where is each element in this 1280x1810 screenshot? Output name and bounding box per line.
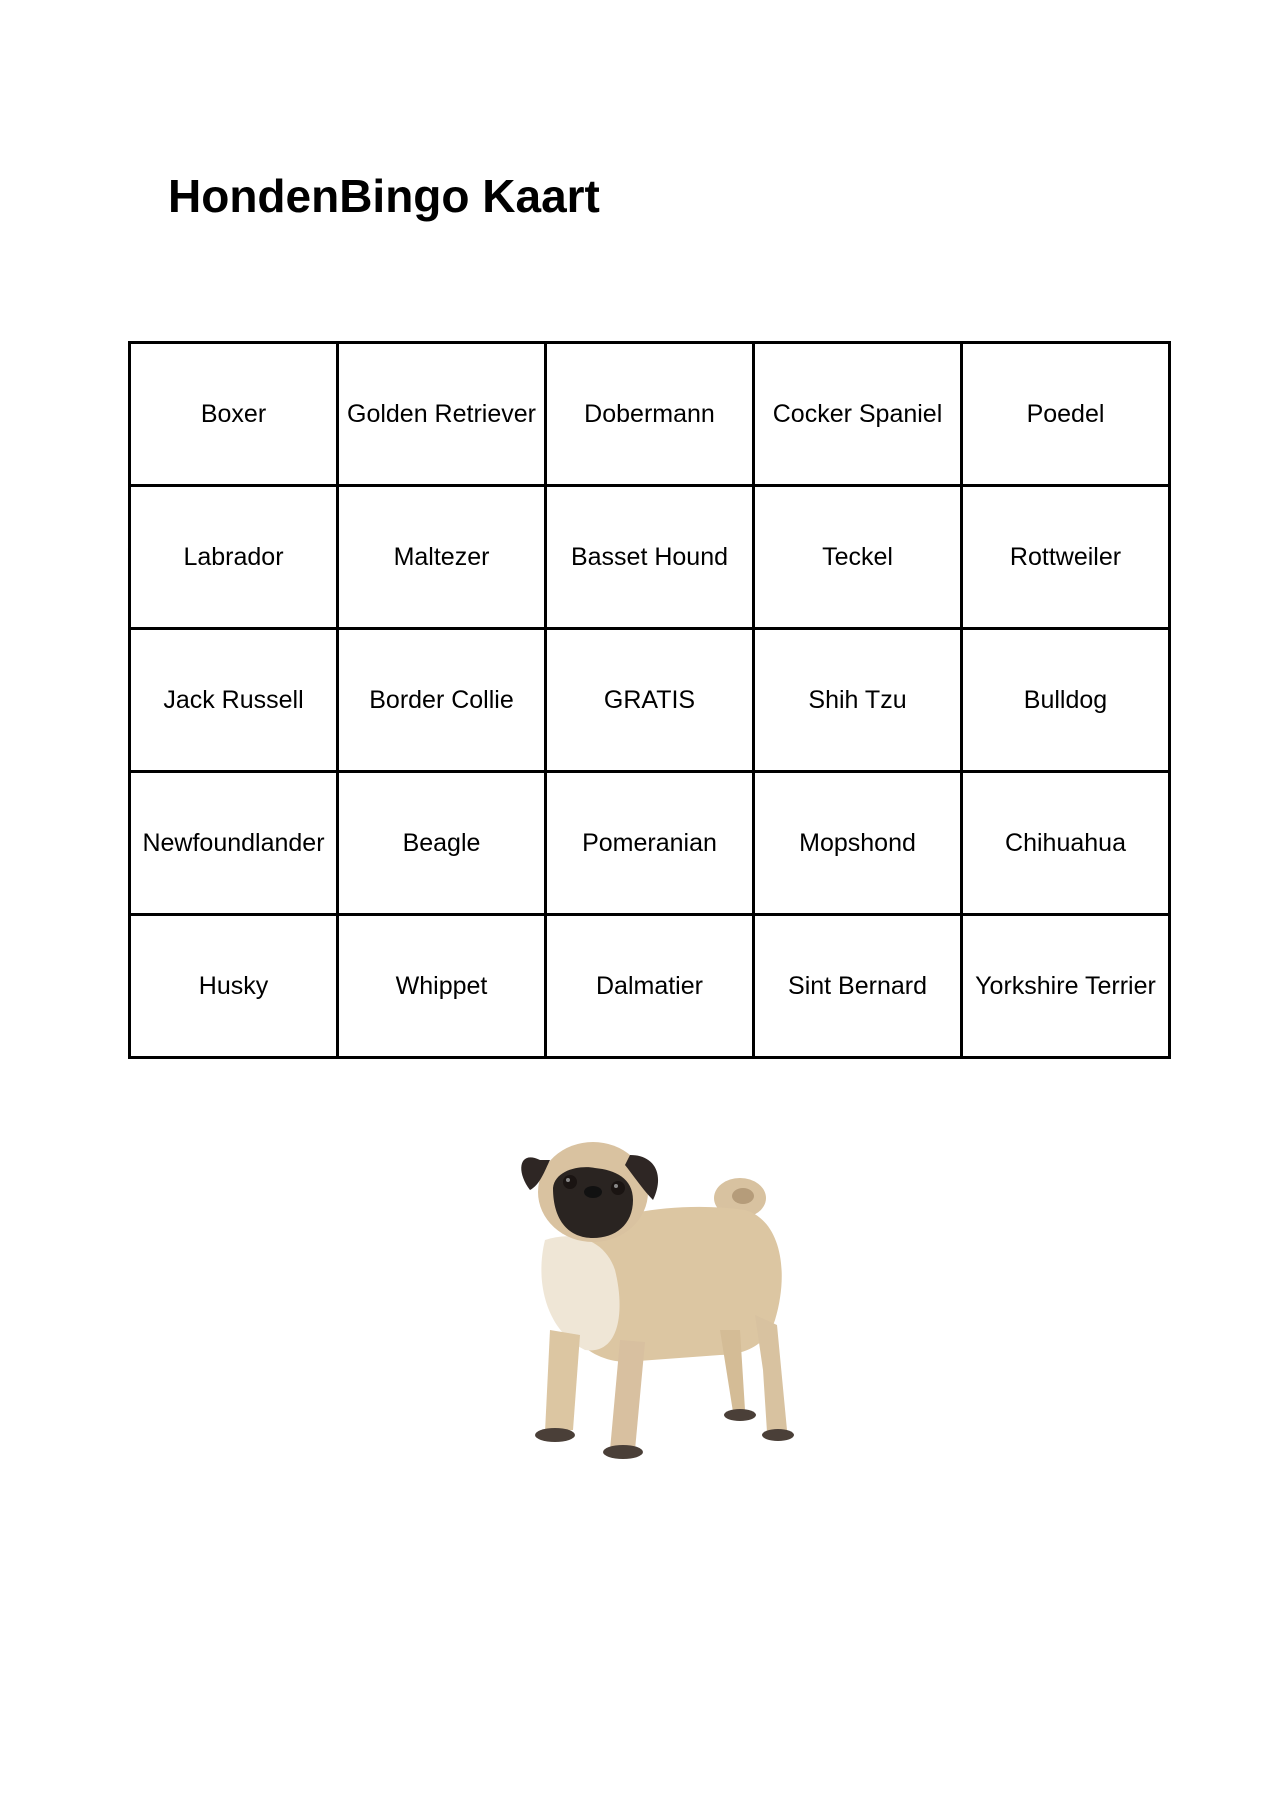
bingo-cell: Dobermann bbox=[546, 343, 754, 486]
bingo-cell: Mopshond bbox=[754, 772, 962, 915]
bingo-cell: Whippet bbox=[338, 915, 546, 1058]
bingo-cell: Boxer bbox=[130, 343, 338, 486]
bingo-cell: Border Collie bbox=[338, 629, 546, 772]
bingo-cell: Yorkshire Terrier bbox=[962, 915, 1170, 1058]
bingo-cell: Labrador bbox=[130, 486, 338, 629]
bingo-cell: Teckel bbox=[754, 486, 962, 629]
bingo-cell: Bulldog bbox=[962, 629, 1170, 772]
bingo-cell: Pomeranian bbox=[546, 772, 754, 915]
bingo-cell: Poedel bbox=[962, 343, 1170, 486]
bingo-row bbox=[130, 772, 1170, 915]
pug-image bbox=[505, 1130, 800, 1460]
bingo-row bbox=[130, 486, 1170, 629]
bingo-cell: Basset Hound bbox=[546, 486, 754, 629]
page-title: HondenBingo Kaart bbox=[168, 170, 600, 222]
bingo-free-cell: GRATIS bbox=[546, 629, 754, 772]
bingo-cell: Dalmatier bbox=[546, 915, 754, 1058]
bingo-cell: Husky bbox=[130, 915, 338, 1058]
bingo-card-grid bbox=[128, 341, 1171, 1059]
bingo-cell: Chihuahua bbox=[962, 772, 1170, 915]
bingo-cell: Jack Russell bbox=[130, 629, 338, 772]
bingo-cell: Beagle bbox=[338, 772, 546, 915]
bingo-row bbox=[130, 343, 1170, 486]
bingo-row bbox=[130, 915, 1170, 1058]
bingo-cell: Cocker Spaniel bbox=[754, 343, 962, 486]
bingo-cell: Newfoundlander bbox=[130, 772, 338, 915]
bingo-cell: Rottweiler bbox=[962, 486, 1170, 629]
bingo-cell: Golden Retriever bbox=[338, 343, 546, 486]
bingo-cell: Maltezer bbox=[338, 486, 546, 629]
bingo-cell: Shih Tzu bbox=[754, 629, 962, 772]
pug-dog-icon bbox=[505, 1130, 800, 1460]
bingo-cell: Sint Bernard bbox=[754, 915, 962, 1058]
bingo-row bbox=[130, 629, 1170, 772]
